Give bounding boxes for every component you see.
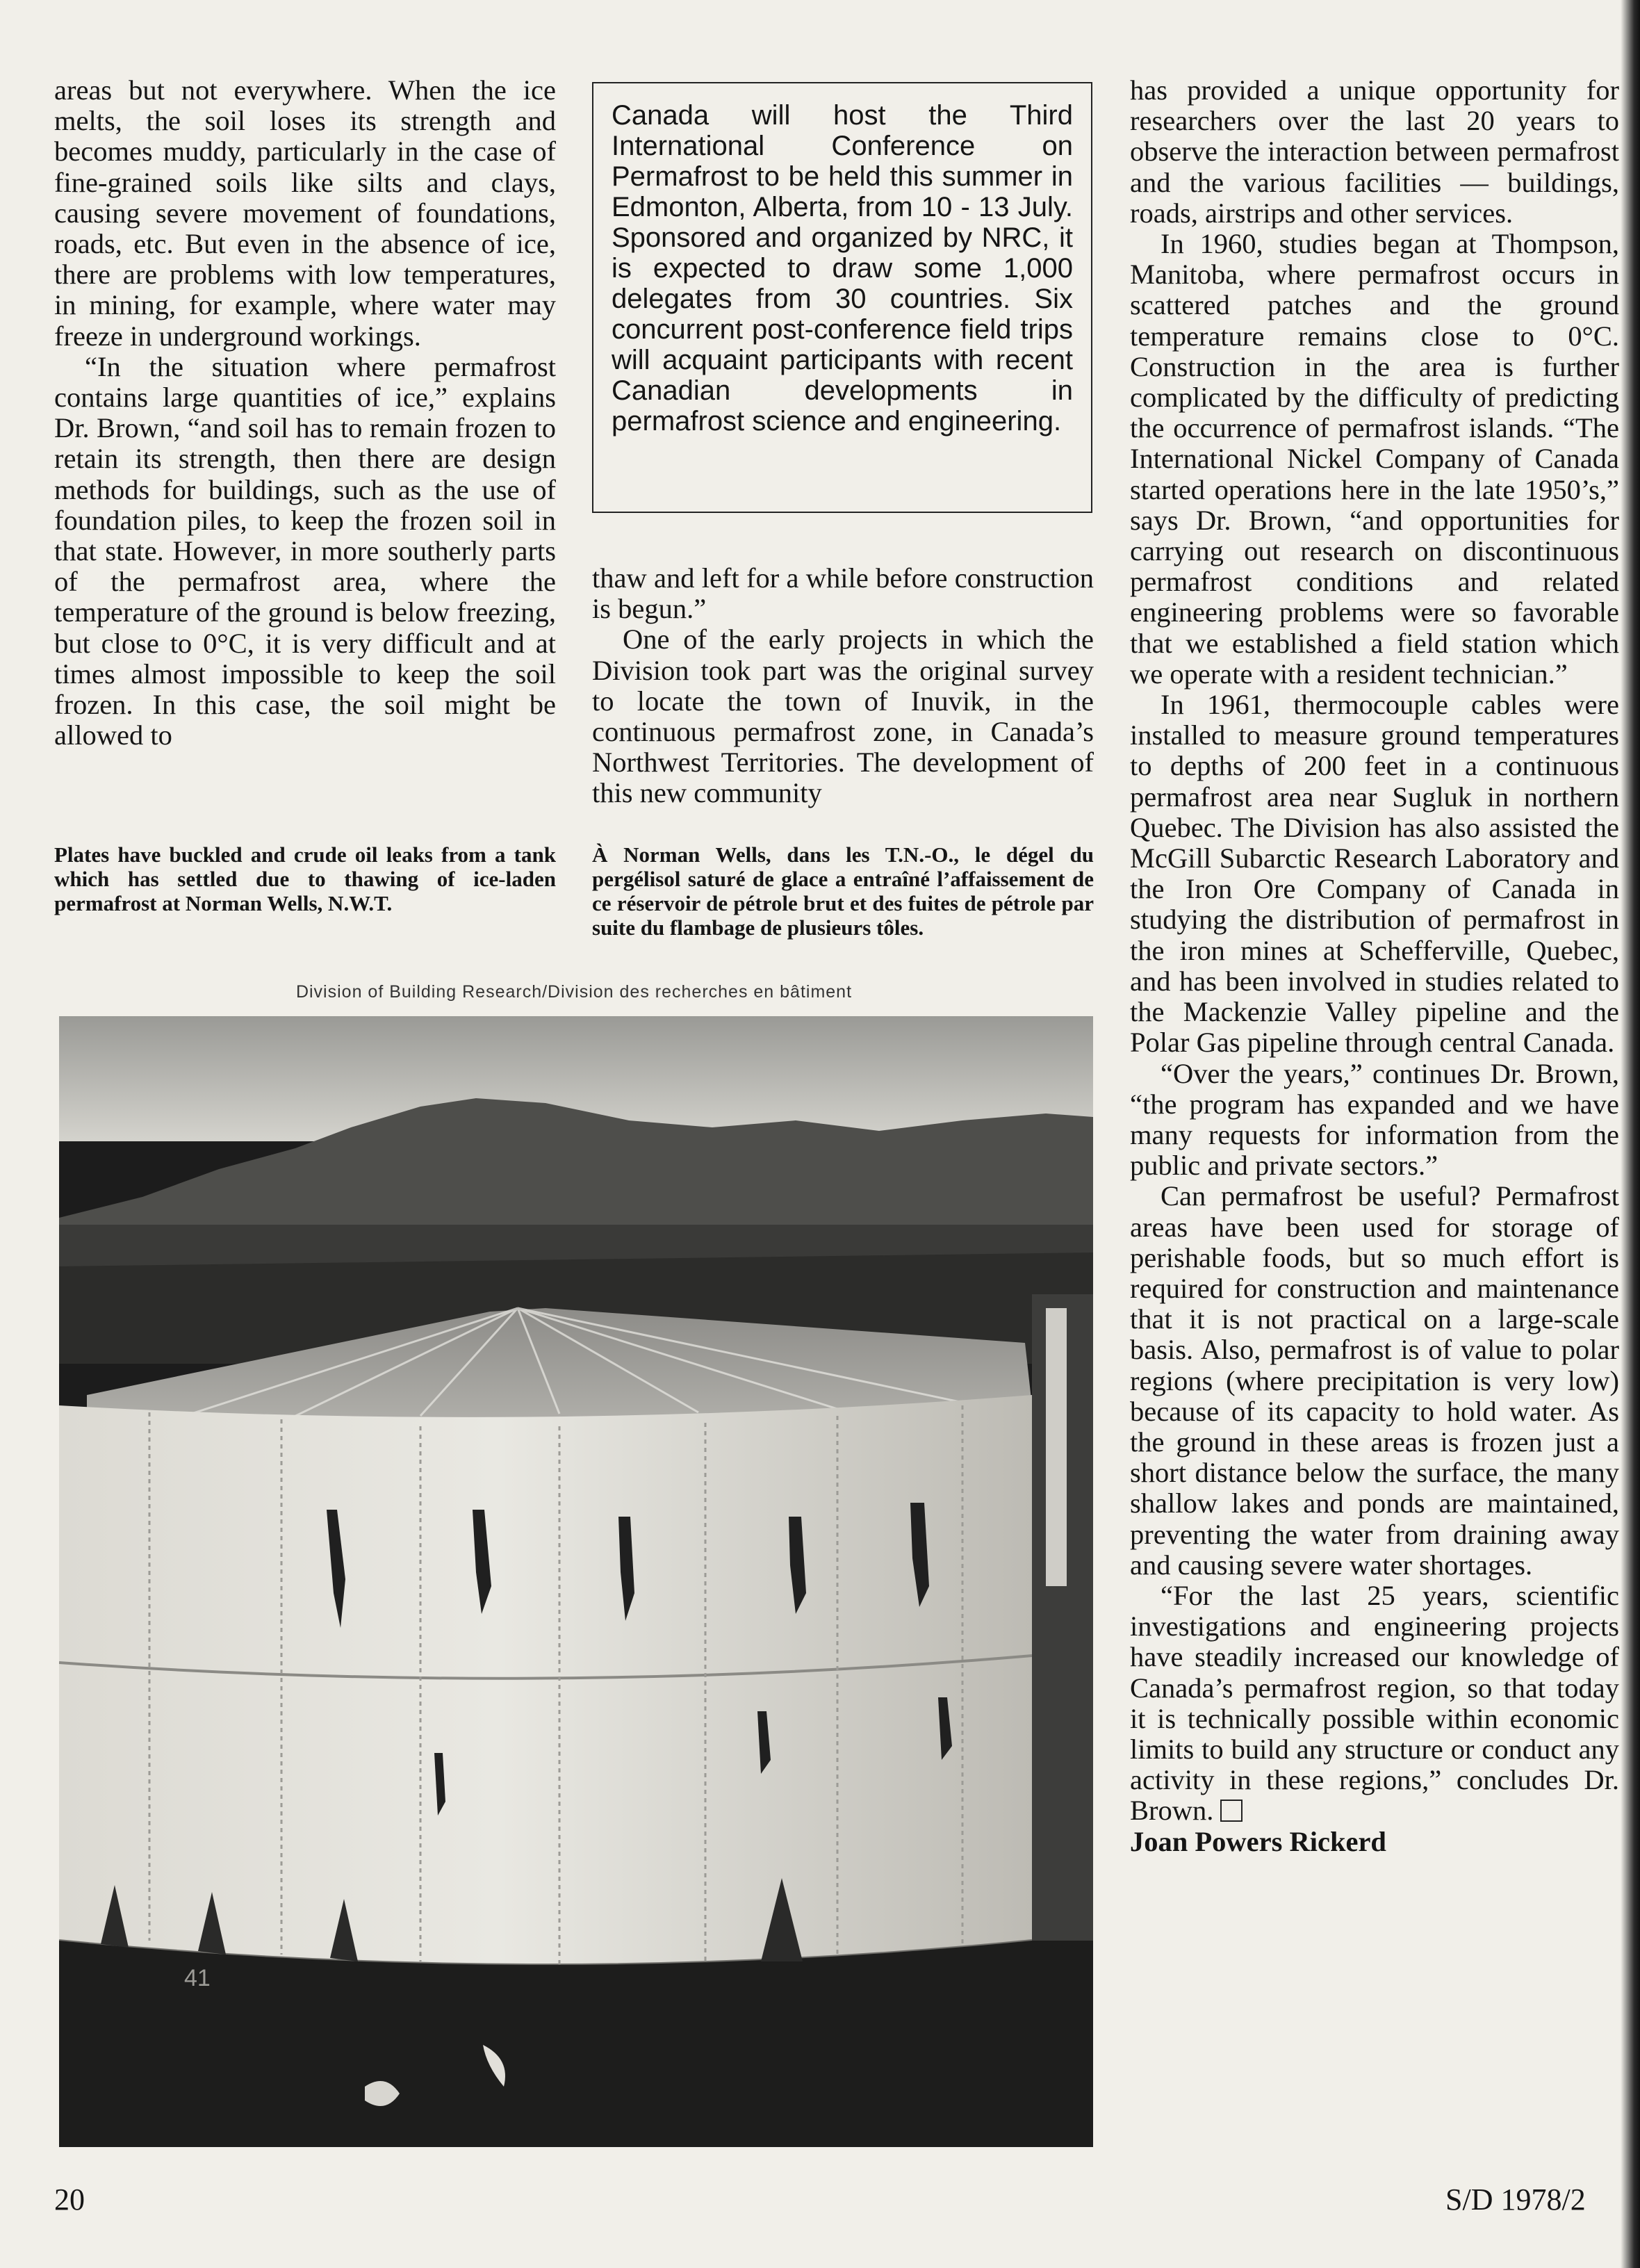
article-column-1 — [54, 75, 556, 751]
photo-caption-english: Plates have buckled and crude oil leaks from a tank which has settled due to thawing of ice-laden permafrost at Norman Wells, N.W.T. — [54, 842, 556, 915]
conference-sidebar-box — [592, 82, 1092, 513]
article-column-3 — [1130, 75, 1619, 1857]
article-paragraph: Can permafrost be useful? Permafrost areas have been used for storage of perishable foods, but so much effort is required for construction and maintenance that it is not practical on a large-scale basis. Also, permafrost is of value to polar regions (where precipitation is very low) because of its capacity to hold water. As the ground in these areas is frozen just a short distance below the surface, the many shallow lakes and ponds are maintained, preventing the water from draining away and causing severe water shortages. — [1130, 1180, 1619, 1581]
article-paragraph: thaw and left for a while before construction is begun.” — [592, 562, 1094, 625]
article-paragraph: “Over the years,” continues Dr. Brown, “the program has expanded and we have many requests for information from the public and private sectors.” — [1130, 1057, 1619, 1182]
end-of-article-box-icon — [1220, 1800, 1243, 1822]
article-paragraph: In 1961, thermocouple cables were installed to measure ground temperatures to depths of 200 feet in a continuous permafrost area near Sugluk in northern Quebec. The Division has also assisted the McGill Subarctic Research Laboratory and the Iron Ore Company of Canada in studying the distribution of permafrost in the iron mines at Schefferville, Quebec, and has been involved in studies related to the Mackenzie Valley pipeline and the Polar Gas pipeline through central Canada. — [1130, 689, 1619, 1059]
article-paragraph: One of the early projects in which the Division took part was the original survey to locate the town of Inuvik, in the continuous permafrost zone, in Canada’s Northwest Territories. The development of this new community — [592, 623, 1094, 809]
author-byline: Joan Powers Rickerd — [1130, 1825, 1386, 1857]
tank-marking: 41 — [184, 1965, 211, 1991]
oil-tank-photo-graphic — [59, 1016, 1093, 2147]
article-paragraph: areas but not everywhere. When the ice melts, the soil loses its strength and becomes muddy, particularly in the case of fine-grained soils like silts and clays, causing severe movement of foundations, roads, etc. But even in the absence of ice, there are problems with low temperatures, in mining, for example, where water may freeze in underground workings. — [54, 74, 556, 352]
final-paragraph-text: “For the last 25 years, scientific investigations and engineering projects have steadily increased our knowledge of Canada’s permafrost region, so that today it is technically possible within economic limits to build any structure or conduct any activity in these regions,” concludes Dr. Brown. — [1130, 1579, 1619, 1827]
article-column-2 — [592, 563, 1094, 809]
photo-credit: Division of Building Research/Division des recherches en bâtiment — [295, 982, 853, 1002]
article-paragraph: “In the situation where permafrost contains large quantities of ice,” explains Dr. Brown, “and soil has to remain frozen to retain its strength, then there are design methods for buildings, such as the use of foundation piles, to keep the frozen soil in that state. However, in more southerly parts of the permafrost area, where the temperature of the ground is below freezing, but close to 0°C, it is very difficult and at times almost impossible to keep the soil frozen. In this case, the soil might be allowed to — [54, 350, 556, 751]
issue-label: S/D 1978/2 — [1445, 2183, 1586, 2217]
binding-edge-shadow — [1621, 0, 1640, 2268]
article-paragraph: In 1960, studies began at Thompson, Manitoba, where permafrost occurs in scattered patches and the ground temperature remains close to 0°C. Construction in the area is further complicated by the difficulty of predicting the occurrence of permafrost islands. “The International Nickel Company of Canada started operations here in the late 1950’s,” says Dr. Brown, “and opportunities for carrying out research on discontinuous permafrost conditions and related engineering problems were so favorable that we established a field station which we operate with a resident technician.” — [1130, 228, 1619, 690]
article-paragraph: has provided a unique opportunity for researchers over the last 20 years to observe the interaction between permafrost and the various facilities — buildings, roads, airstrips and other services. — [1130, 74, 1619, 229]
page-number: 20 — [54, 2183, 85, 2217]
sidebar-text: Canada will host the Third International Conference on Permafrost to be held this summer in Edmonton, Alberta, from 10 - 13 July. Sponsored and organized by NRC, it is expected to draw some 1,000 delegates from 30 countries. Six concurrent post-conference field trips will acquaint participants with recent Canadian developments in permafrost science and engineering. — [612, 100, 1073, 437]
article-paragraph-final — [1130, 1581, 1619, 1827]
photo-caption-french: À Norman Wells, dans les T.N.-O., le dégel du pergélisol saturé de glace a entraîné l’affaissement de ce réservoir de pétrole brut et des fuites de pétrole par suite du flambage de plusieurs tôles. — [592, 842, 1094, 940]
oil-tank-photo — [59, 1016, 1093, 2147]
